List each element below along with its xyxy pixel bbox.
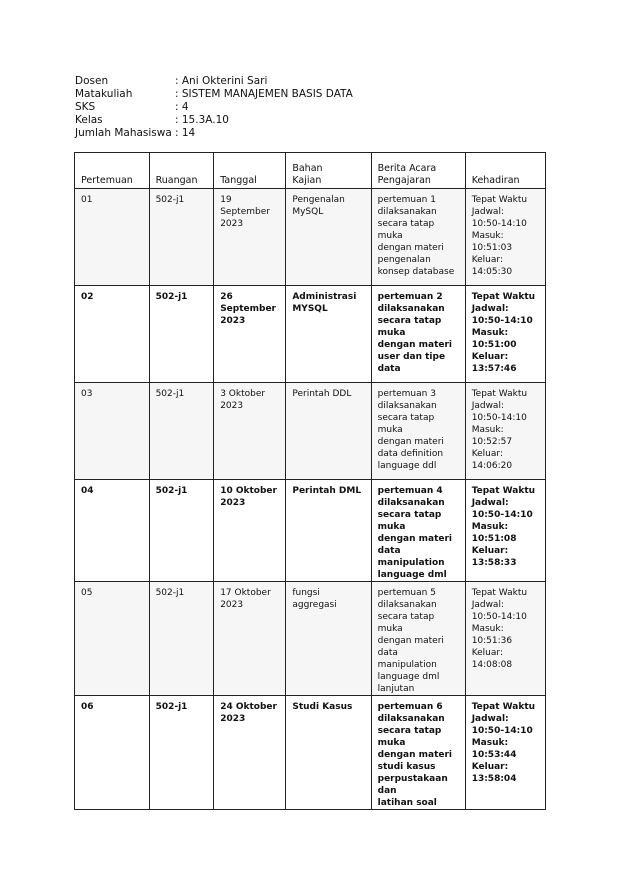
cell-pertemuan: 06 bbox=[75, 696, 150, 810]
cell-pertemuan: 03 bbox=[75, 383, 150, 480]
info-row-sks bbox=[75, 101, 353, 114]
column-header-pertemuan: Pertemuan bbox=[75, 153, 150, 189]
info-row-dosen bbox=[75, 75, 353, 88]
cell-kehadiran: Tepat Waktu Jadwal: 10:50-14:10 Masuk: 10:52:57 Keluar: 14:06:20 bbox=[465, 383, 545, 480]
column-header-bahan-kajian: Bahan Kajian bbox=[286, 153, 371, 189]
table-row bbox=[75, 480, 546, 582]
info-row-kelas bbox=[75, 114, 353, 127]
column-header-kehadiran: Kehadiran bbox=[465, 153, 545, 189]
cell-tanggal: 24 Oktober 2023 bbox=[214, 696, 286, 810]
table-row bbox=[75, 383, 546, 480]
course-info bbox=[75, 75, 353, 140]
column-header-berita-acara: Berita Acara Pengajaran bbox=[371, 153, 465, 189]
info-value: : 14 bbox=[175, 127, 196, 139]
cell-berita-acara: pertemuan 5 dilaksanakan secara tatap muka dengan materi data manipulation language dml lanjutan bbox=[371, 582, 465, 696]
cell-kehadiran: Tepat Waktu Jadwal: 10:50-14:10 Masuk: 10:51:03 Keluar: 14:05:30 bbox=[465, 189, 545, 286]
cell-pertemuan: 05 bbox=[75, 582, 150, 696]
cell-kehadiran: Tepat Waktu Jadwal: 10:50-14:10 Masuk: 10:51:36 Keluar: 14:08:08 bbox=[465, 582, 545, 696]
cell-tanggal: 26 September 2023 bbox=[214, 286, 286, 383]
cell-pertemuan: 02 bbox=[75, 286, 150, 383]
info-row-matakuliah bbox=[75, 88, 353, 101]
cell-ruangan: 502-j1 bbox=[149, 286, 214, 383]
column-header-ruangan: Ruangan bbox=[149, 153, 214, 189]
cell-kehadiran: Tepat Waktu Jadwal: 10:50-14:10 Masuk: 10:51:08 Keluar: 13:58:33 bbox=[465, 480, 545, 582]
info-row-jumlah-mahasiswa bbox=[75, 127, 353, 140]
cell-pertemuan: 04 bbox=[75, 480, 150, 582]
cell-bahan-kajian: Administrasi MYSQL bbox=[286, 286, 371, 383]
cell-berita-acara: pertemuan 4 dilaksanakan secara tatap muka dengan materi data manipulation language dml bbox=[371, 480, 465, 582]
cell-pertemuan: 01 bbox=[75, 189, 150, 286]
cell-tanggal: 19 September 2023 bbox=[214, 189, 286, 286]
info-value: : 15.3A.10 bbox=[175, 114, 229, 126]
column-header-tanggal: Tanggal bbox=[214, 153, 286, 189]
cell-berita-acara: pertemuan 1 dilaksanakan secara tatap muka dengan materi pengenalan konsep database bbox=[371, 189, 465, 286]
cell-bahan-kajian: Perintah DML bbox=[286, 480, 371, 582]
cell-berita-acara: pertemuan 3 dilaksanakan secara tatap muka dengan materi data definition language ddl bbox=[371, 383, 465, 480]
table-header-row bbox=[75, 153, 546, 189]
info-value: : SISTEM MANAJEMEN BASIS DATA bbox=[175, 88, 353, 100]
cell-ruangan: 502-j1 bbox=[149, 189, 214, 286]
cell-kehadiran: Tepat Waktu Jadwal: 10:50-14:10 Masuk: 10:53:44 Keluar: 13:58:04 bbox=[465, 696, 545, 810]
info-label: SKS bbox=[75, 101, 96, 113]
cell-bahan-kajian: fungsi aggregasi bbox=[286, 582, 371, 696]
info-value: : 4 bbox=[175, 101, 189, 113]
cell-ruangan: 502-j1 bbox=[149, 480, 214, 582]
table-row bbox=[75, 286, 546, 383]
cell-tanggal: 3 Oktober 2023 bbox=[214, 383, 286, 480]
info-label: Matakuliah bbox=[75, 88, 133, 100]
table-row bbox=[75, 582, 546, 696]
cell-ruangan: 502-j1 bbox=[149, 383, 214, 480]
cell-bahan-kajian: Pengenalan MySQL bbox=[286, 189, 371, 286]
attendance-table bbox=[74, 152, 546, 810]
cell-ruangan: 502-j1 bbox=[149, 582, 214, 696]
table-row bbox=[75, 189, 546, 286]
cell-bahan-kajian: Studi Kasus bbox=[286, 696, 371, 810]
cell-tanggal: 10 Oktober 2023 bbox=[214, 480, 286, 582]
cell-tanggal: 17 Oktober 2023 bbox=[214, 582, 286, 696]
cell-kehadiran: Tepat Waktu Jadwal: 10:50-14:10 Masuk: 10:51:00 Keluar: 13:57:46 bbox=[465, 286, 545, 383]
cell-bahan-kajian: Perintah DDL bbox=[286, 383, 371, 480]
cell-ruangan: 502-j1 bbox=[149, 696, 214, 810]
table-row bbox=[75, 696, 546, 810]
info-label: Kelas bbox=[75, 114, 103, 126]
info-label: Jumlah Mahasiswa bbox=[75, 127, 172, 139]
cell-berita-acara: pertemuan 2 dilaksanakan secara tatap muka dengan materi user dan tipe data bbox=[371, 286, 465, 383]
cell-berita-acara: pertemuan 6 dilaksanakan secara tatap muka dengan materi studi kasus perpustakaan dan latihan soal bbox=[371, 696, 465, 810]
info-label: Dosen bbox=[75, 75, 109, 87]
info-value: : Ani Okterini Sari bbox=[175, 75, 268, 87]
